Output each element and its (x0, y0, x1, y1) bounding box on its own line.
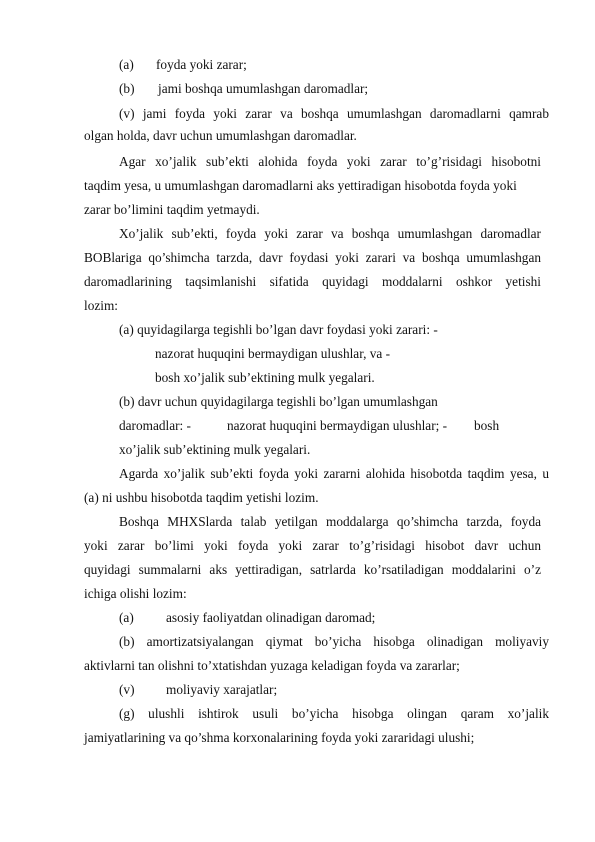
item-label: (a) (119, 610, 134, 625)
paragraph-line: yoki zarar bo’limi yoki foyda yoki zarar to’g’risidagi hisobot davr uchun (84, 538, 541, 553)
paragraph-line: quyidagi summalarni aks yettiradigan, satrlarda ko’rsatiladigan moddalarini o’z (84, 562, 541, 577)
paragraph-line: xo’jalik sub’ektining mulk yegalari. (119, 442, 311, 457)
item-text: foyda yoki zarar; (156, 57, 247, 72)
paragraph-line: taqdim yesa, u umumlashgan daromadlarni aks yettiradigan hisobotda foyda yoki (84, 178, 517, 193)
item-text: jami boshqa umumlashgan daromadlar; (158, 81, 369, 96)
paragraph-line: (b) amortizatsiyalangan qiymat bo’yicha hisobga olinadigan moliyaviy (119, 634, 549, 649)
item-label: (b) (119, 81, 135, 96)
paragraph-line: zarar bo’limini taqdim yetmaydi. (84, 202, 260, 217)
line-segment: bosh (474, 418, 500, 433)
paragraph-line: (v) jami foyda yoki zarar va boshqa umumlashgan daromadlarni qamrab (119, 106, 549, 121)
item-label: (v) (119, 682, 135, 697)
paragraph-line: aktivlarni tan olishni to’xtatishdan yuzaga keladigan foyda va zararlar; (84, 658, 460, 673)
paragraph-line: bosh xo’jalik sub’ektining mulk yegalari. (155, 370, 375, 385)
paragraph-line: (g) ulushli ishtirok usuli bo’yicha hisobga olingan qaram xo’jalik (119, 706, 549, 721)
item-text: asosiy faoliyatdan olinadigan daromad; (166, 610, 376, 625)
paragraph-line: daromadlarining taqsimlanishi sifatida quyidagi moddalarni oshkor yetishi (84, 274, 541, 289)
line-segment: daromadlar: - (119, 418, 191, 433)
paragraph-line: jamiyatlarining va qo’shma korxonalarining foyda yoki zararidagi ulushi; (84, 730, 475, 745)
paragraph-line: olgan holda, davr uchun umumlashgan daromadlar. (84, 128, 357, 143)
paragraph-line: Boshqa MHXSlarda talab yetilgan moddalarga qo’shimcha tarzda, foyda (119, 514, 541, 529)
paragraph-line: lozim: (84, 298, 118, 313)
item-text: moliyaviy xarajatlar; (166, 682, 278, 697)
paragraph-line: ichiga olishi lozim: (84, 586, 187, 601)
paragraph-line: Xo’jalik sub’ekti, foyda yoki zarar va boshqa umumlashgan daromadlar (119, 226, 541, 241)
paragraph-line: Agar xo’jalik sub’ekti alohida foyda yoki zarar to’g’risidagi hisobotni (119, 154, 541, 169)
paragraph-line: (b) davr uchun quyidagilarga tegishli bo’lgan umumlashgan (119, 394, 438, 409)
item-label: (a) (119, 57, 134, 72)
paragraph-line: (a) quyidagilarga tegishli bo’lgan davr foydasi yoki zarari: - (119, 322, 438, 337)
paragraph-line: (a) ni ushbu hisobotda taqdim yetishi lozim. (84, 490, 319, 505)
line-segment: nazorat huquqini bermaydigan ulushlar; - (227, 418, 448, 433)
paragraph-line: nazorat huquqini bermaydigan ulushlar, va - (155, 346, 391, 361)
paragraph-line: BOBlariga qo’shimcha tarzda, davr foydasi yoki zarari va boshqa umumlashgan (84, 250, 541, 265)
paragraph-line: Agarda xo’jalik sub’ekti foyda yoki zararni alohida hisobotda taqdim yesa, u (119, 466, 549, 481)
